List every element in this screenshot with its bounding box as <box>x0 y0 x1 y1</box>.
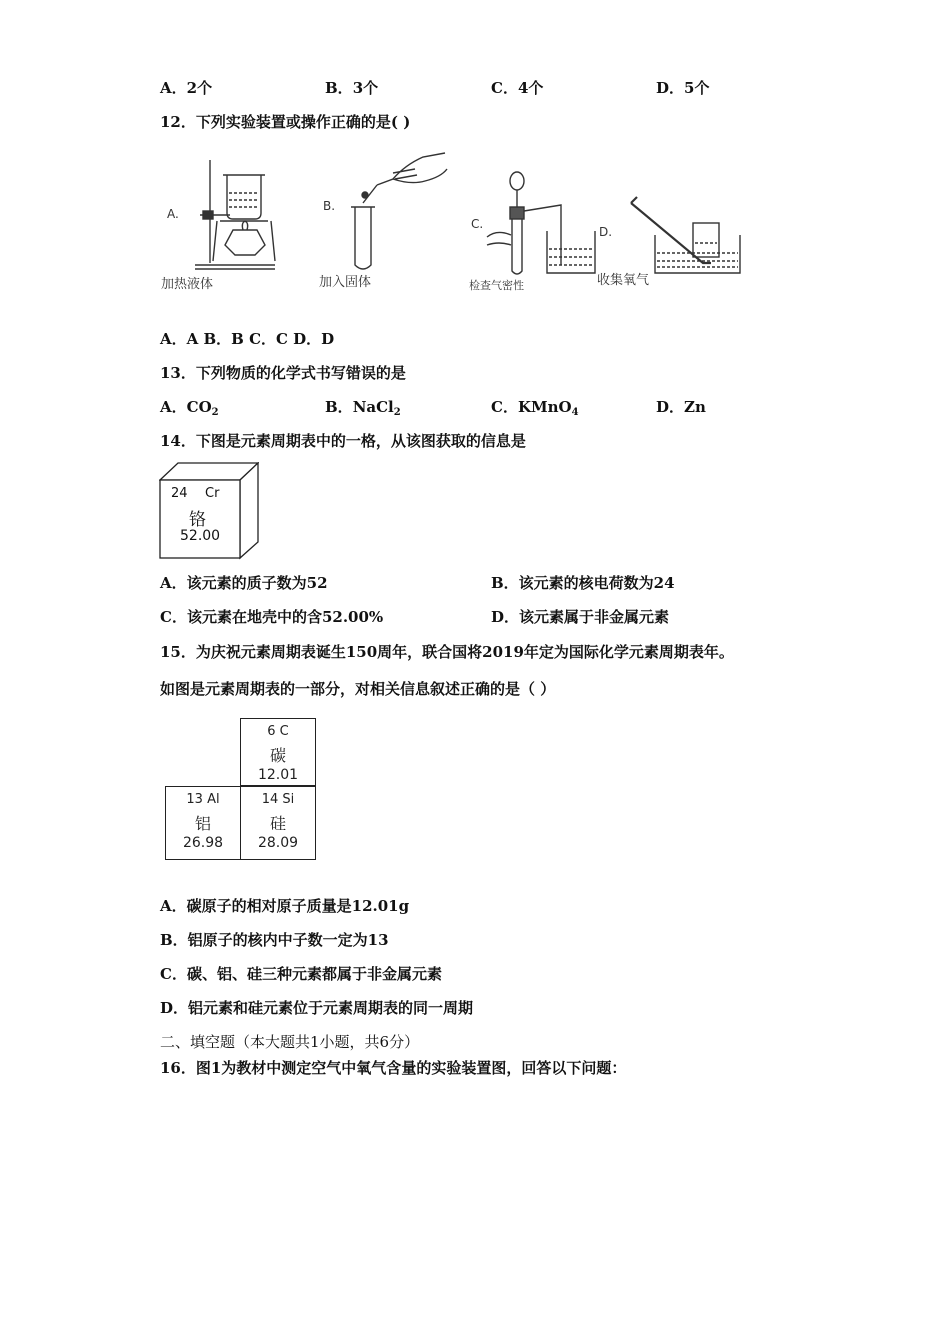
q13-option-c: C．KMnO$_4$ <box>491 398 579 418</box>
periodic-cell-aluminum <box>165 786 241 860</box>
aluminum-name: 铝 <box>194 814 211 833</box>
q15-stem-line2: 如图是元素周期表的一部分，对相关信息叙述正确的是（ ） <box>160 680 556 698</box>
apparatus-c-label: C. <box>471 217 484 231</box>
cell-element-name: 铬 <box>189 510 206 530</box>
apparatus-d-caption: 收集氧气 <box>597 273 650 288</box>
q14-stem: 14．下图是元素周期表中的一格，从该图获取的信息是 <box>160 432 526 450</box>
apparatus-d-label: D. <box>599 225 613 239</box>
apparatus-c-drawing <box>487 172 595 274</box>
q12-answers: A．A B．B C．C D．D <box>160 330 335 348</box>
periodic-cell-silicon <box>240 786 316 860</box>
carbon-name: 碳 <box>269 746 286 765</box>
silicon-name: 硅 <box>269 814 286 833</box>
q14-option-d: D．该元素属于非金属元素 <box>491 608 670 626</box>
apparatus-b-label: B. <box>323 199 336 213</box>
q11-option-a: A．2个 <box>160 79 213 97</box>
periodic-cell-carbon <box>240 718 316 786</box>
q15-option-c: C．碳、铝、硅三种元素都属于非金属元素 <box>160 965 442 983</box>
apparatus-a-label: A. <box>167 207 179 221</box>
carbon-number-symbol: 6 C <box>267 724 289 739</box>
q14-option-a: A．该元素的质子数为52 <box>160 574 328 592</box>
aluminum-number-symbol: 13 Al <box>186 792 220 807</box>
cell-symbol: Cr <box>205 486 220 501</box>
apparatus-a-drawing <box>195 160 275 269</box>
q12-stem: 12．下列实验装置或操作正确的是( ) <box>160 113 411 131</box>
apparatus-b-caption: 加入固体 <box>319 275 372 290</box>
q15-stem-line1: 15．为庆祝元素周期表诞生150周年，联合国将2019年定为国际化学元素周期表年。 <box>160 643 734 661</box>
q14-option-b: B．该元素的核电荷数为24 <box>491 574 675 592</box>
cell-3d-frame <box>159 462 259 560</box>
q11-option-d: D．5个 <box>656 79 710 97</box>
cell-atomic-mass: 52.00 <box>180 528 221 544</box>
q13-option-d: D．Zn <box>656 398 706 416</box>
q15-option-d: D．铝元素和硅元素位于元素周期表的同一周期 <box>160 999 474 1017</box>
q15-option-a: A．碳原子的相对原子质量是12.01g <box>160 897 410 915</box>
q13-option-b: B．NaCl$_2$ <box>325 398 401 418</box>
silicon-mass: 28.09 <box>257 835 299 851</box>
q12-apparatus-figure <box>155 145 755 295</box>
chromium-element-cell <box>159 462 259 560</box>
apparatus-drawings <box>155 145 755 295</box>
q13-option-a: A．$CO_2$ <box>160 398 219 418</box>
apparatus-c-caption: 检查气密性 <box>469 279 524 292</box>
apparatus-a-caption: 加热液体 <box>161 277 214 292</box>
section2-heading: 二、填空题（本大题共1小题，共6分） <box>160 1033 420 1051</box>
q11-option-b: B．3个 <box>325 79 379 97</box>
apparatus-b-drawing <box>351 153 447 269</box>
q13-stem: 13．下列物质的化学式书写错误的是 <box>160 364 406 382</box>
q14-option-c: C．该元素在地壳中的含52.00% <box>160 608 384 626</box>
silicon-number-symbol: 14 Si <box>261 792 295 807</box>
cell-atomic-number: 24 <box>171 486 188 501</box>
apparatus-d-drawing <box>631 197 740 273</box>
aluminum-mass: 26.98 <box>182 835 224 851</box>
q16-stem: 16．图1为教材中测定空气中氧气含量的实验装置图，回答以下问题： <box>160 1059 627 1077</box>
carbon-mass: 12.01 <box>257 767 299 783</box>
q15-option-b: B．铝原子的核内中子数一定为13 <box>160 931 389 949</box>
q11-option-c: C．4个 <box>491 79 544 97</box>
